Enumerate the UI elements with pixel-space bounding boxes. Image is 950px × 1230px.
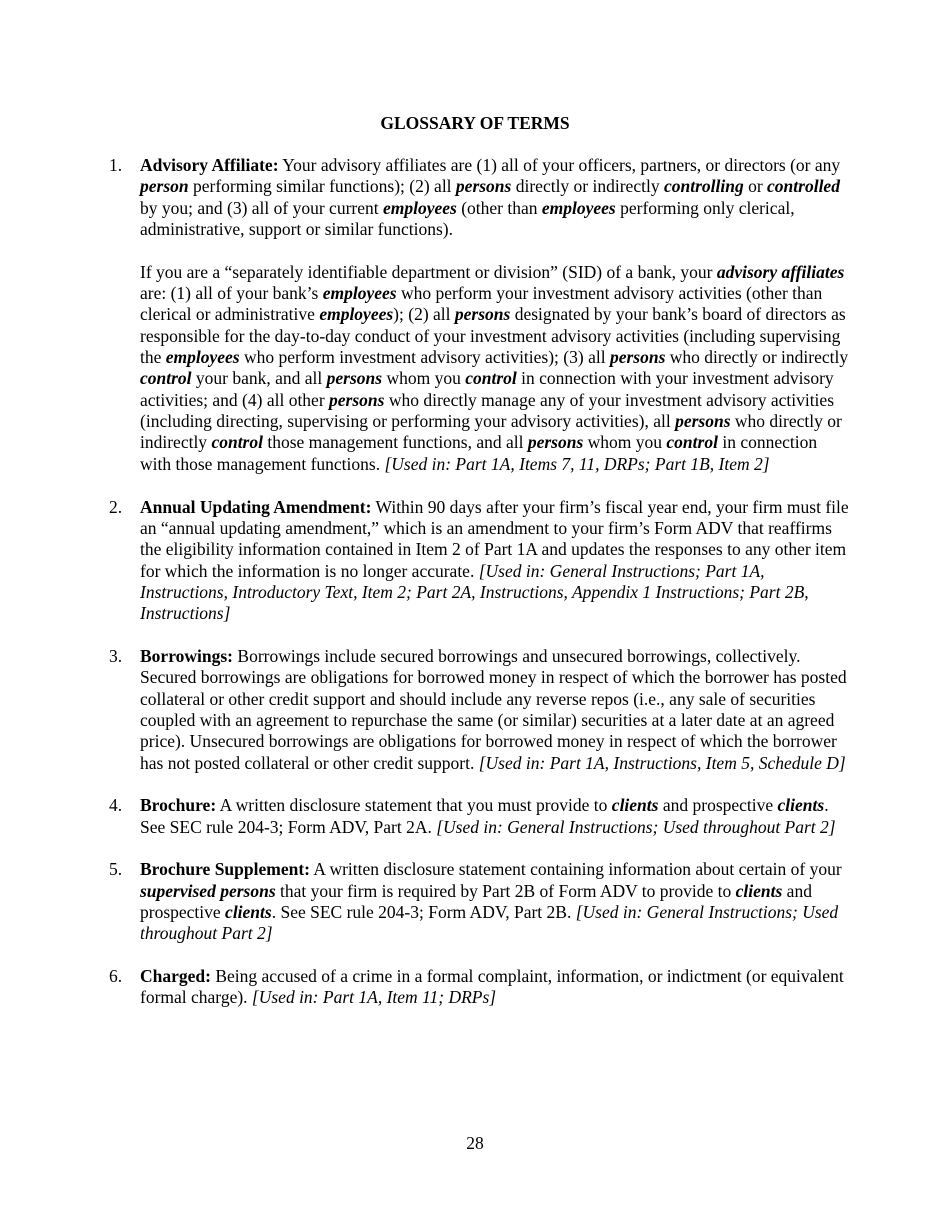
glossary-entry-annual-updating-amendment — [109, 497, 849, 625]
term-title: Advisory Affiliate: — [140, 155, 279, 175]
definition-text: who directly or indirectly — [665, 347, 849, 368]
defined-term: supervised persons — [140, 880, 276, 901]
defined-term: control — [465, 368, 517, 389]
defined-term: employees — [322, 283, 397, 304]
defined-term: employees — [319, 304, 394, 325]
defined-term: control — [211, 432, 263, 453]
definition-text: who perform investment advisory activities); (3) all — [239, 347, 610, 368]
entry-number: 4. — [109, 795, 123, 816]
definition-paragraph — [140, 646, 849, 774]
glossary-list — [109, 155, 849, 1009]
defined-term: persons — [454, 304, 511, 325]
used-in-reference: [Used in: General Instructions; Used throughout Part 2] — [436, 816, 836, 837]
definition-paragraph — [140, 859, 849, 944]
entry-number: 6. — [109, 966, 123, 987]
defined-term: employees — [382, 197, 457, 218]
entry-number: 3. — [109, 645, 123, 666]
defined-term: clients — [777, 795, 825, 816]
glossary-entry-brochure-supplement — [109, 859, 849, 944]
definition-text: performing similar functions); (2) all — [188, 176, 456, 197]
defined-term: employees — [165, 347, 240, 368]
definition-text: in connection with those management functions. — [140, 432, 818, 474]
used-in-reference: [Used in: Part 1A, Items 7, 11, DRPs; Part 1B, Item 2] — [384, 453, 770, 474]
definition-text: your bank, and all — [191, 368, 327, 389]
term-title: Borrowings: — [140, 645, 234, 666]
glossary-entry-borrowings — [109, 646, 849, 774]
definition-text: Borrowings include secured borrowings and unsecured borrowings, collectively. Secured borrowings are obligations for borrowed money in respect of which the borrower has posted collateral or other credit support and should include any reverse repos (i.e., any sale of securities coupled with an agreement to repurchase the same (or similar) securities at a later date at an agreed price). Unsecured borrowings are obligations for borrowed money in respect of which the borrower has not posted collateral or other credit support. — [140, 645, 847, 773]
definition-text: Being accused of a crime in a formal complaint, information, or indictment (or equivalent formal charge). — [140, 966, 844, 1008]
definition-paragraph — [140, 155, 849, 240]
definition-text: A written disclosure statement that you must provide to — [216, 795, 612, 816]
definition-text: (other than — [456, 197, 542, 218]
definition-text: and prospective — [658, 795, 778, 816]
term-title: Brochure: — [140, 795, 217, 816]
defined-term: controlled — [767, 176, 840, 197]
used-in-reference: [Used in: General Instructions; Used throughout Part 2] — [140, 902, 839, 944]
definition-text: that your firm is required by Part 2B of Form ADV to provide to — [275, 880, 736, 901]
definition-text: designated by your bank’s board of directors as responsible for the day-to-day conduct of your investment advisory activities (including supervising the — [140, 304, 846, 368]
definition-text: or — [743, 176, 768, 197]
definition-paragraph — [140, 795, 849, 838]
defined-term: persons — [455, 176, 512, 197]
definition-text: whom you — [382, 368, 466, 389]
definition-paragraph — [140, 966, 849, 1009]
defined-term: person — [140, 176, 189, 197]
defined-term: control — [140, 368, 192, 389]
defined-term: advisory affiliates — [716, 261, 845, 282]
glossary-entry-brochure — [109, 795, 849, 838]
term-title: Charged: — [140, 966, 211, 987]
definition-text: ); (2) all — [393, 304, 455, 325]
definition-text: . See SEC rule 204-3; Form ADV, Part 2A. — [140, 795, 829, 837]
defined-term: clients — [611, 795, 659, 816]
defined-term: persons — [527, 432, 584, 453]
definition-text: and prospective — [140, 880, 812, 923]
definition-text: by you; and (3) all of your current — [140, 197, 383, 218]
definition-text: whom you — [583, 432, 667, 453]
definition-text: are: (1) all of your bank’s — [140, 283, 323, 304]
defined-term: persons — [675, 411, 731, 432]
defined-term: persons — [326, 368, 383, 389]
definition-text: . See SEC rule 204-3; Form ADV, Part 2B. — [271, 902, 576, 923]
defined-term: controlling — [663, 176, 744, 197]
definition-text: in connection with your investment advisory activities; and (4) all other — [140, 368, 834, 410]
definition-text: who directly manage any of your investment advisory activities (including directing, supervising or performing your advisory activities), all — [140, 389, 834, 432]
term-title: Annual Updating Amendment: — [140, 496, 372, 517]
definition-text: who directly or indirectly — [140, 411, 842, 453]
definition-text: A written disclosure statement containing information about certain of your — [310, 859, 842, 880]
defined-term: employees — [541, 197, 616, 218]
definition-text: If you are a “separately identifiable department or division” (SID) of a bank, your — [140, 261, 717, 282]
definition-text: Your advisory affiliates are (1) all of your officers, partners, or directors (or any — [278, 155, 841, 175]
definition-text: who perform your investment advisory activities (other than clerical or administrative — [140, 283, 823, 325]
definition-text: those management functions, and all — [262, 432, 528, 453]
glossary-entry-charged — [109, 966, 849, 1009]
page-title: GLOSSARY OF TERMS — [380, 113, 570, 133]
page-number: 28 — [466, 1133, 484, 1153]
entry-number: 2. — [109, 496, 123, 517]
defined-term: clients — [225, 902, 272, 923]
defined-term: control — [666, 432, 718, 453]
definition-text: directly or indirectly — [511, 176, 664, 197]
glossary-entry-advisory-affiliate — [109, 155, 849, 475]
definition-paragraph — [140, 262, 849, 475]
entry-number: 1. — [109, 155, 123, 175]
defined-term: clients — [735, 880, 783, 901]
defined-term: persons — [609, 347, 666, 368]
entry-number: 5. — [109, 859, 123, 880]
definition-text: performing only clerical, administrative, support or similar functions). — [140, 197, 795, 240]
definition-text: Within 90 days after your firm’s fiscal year end, your firm must file an “annual updating amendment,” which is an amendment to your firm’s Form ADV that reaffirms the eligibility information contained in Item 2 of Part 1A and updates the responses to any other item for which the information is no longer accurate. — [140, 496, 849, 581]
defined-term: persons — [329, 389, 385, 410]
used-in-reference: [Used in: Part 1A, Instructions, Item 5, Schedule D] — [478, 752, 846, 773]
definition-paragraph — [140, 497, 849, 625]
used-in-reference: [Used in: Part 1A, Item 11; DRPs] — [251, 987, 497, 1008]
used-in-reference: [Used in: General Instructions; Part 1A, Instructions, Introductory Text, Item 2; Part 2A, Instructions, Appendix 1 Instructions; Part 2B, Instructions] — [140, 560, 809, 624]
term-title: Brochure Supplement: — [140, 859, 310, 880]
